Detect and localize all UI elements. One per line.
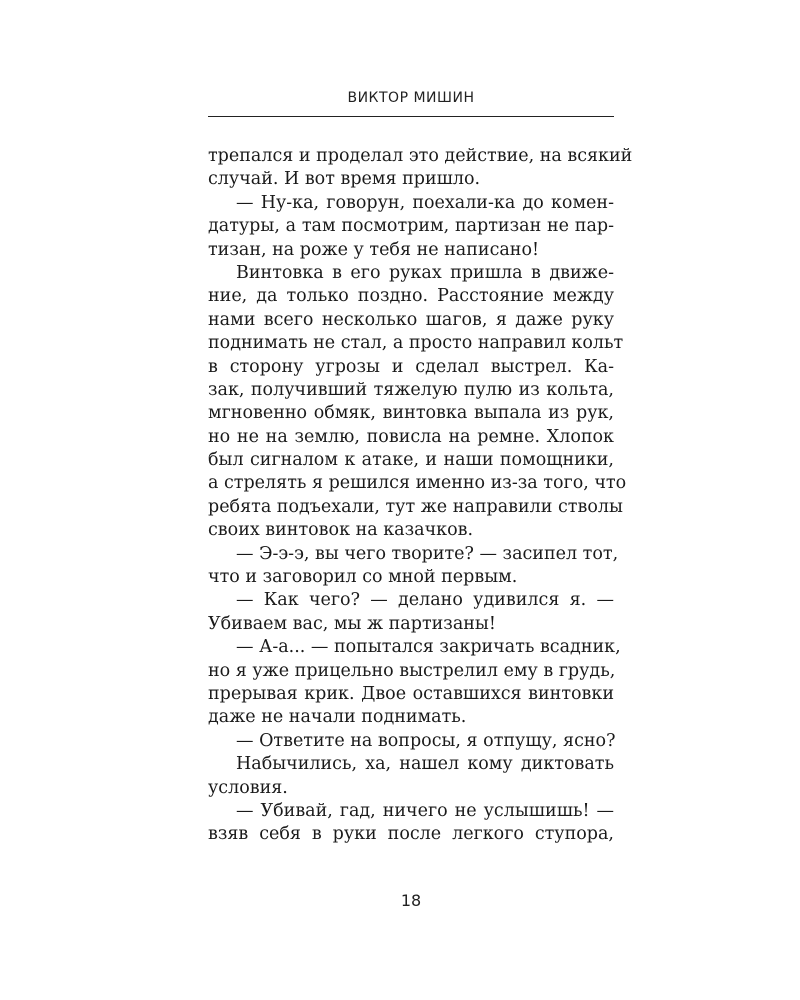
text-line: нами всего несколько шагов, я даже руку xyxy=(208,309,614,330)
text-line: зак, получивший тяжелую пулю из кольта, xyxy=(208,379,614,400)
text-line: своих винтовок на казачков. xyxy=(208,520,474,541)
header-rule xyxy=(208,116,614,117)
text-line: но не на землю, повисла на ремне. Хлопок xyxy=(208,426,614,447)
text-line: — Ну-ка, говорун, поехали-ка до комен- xyxy=(236,192,614,213)
text-line: а стрелять я решился именно из-за того, что xyxy=(208,473,627,494)
text-line: поднимать не стал, а просто направил кольт xyxy=(208,333,624,354)
running-header-title: ВИКТОР МИШИН xyxy=(347,90,475,106)
text-line: — Ответите на вопросы, я отпущу, ясно? xyxy=(236,730,616,751)
text-line: датуры, а там посмотрим, партизан не пар- xyxy=(208,216,614,237)
text-line: мгновенно обмяк, винтовка выпала из рук, xyxy=(208,403,614,424)
text-line: что и заговорил со мной первым. xyxy=(208,567,518,588)
page-body-text xyxy=(208,145,633,847)
page-number: 18 xyxy=(400,891,422,910)
text-line: случай. И вот время пришло. xyxy=(208,169,481,190)
text-line: — Как чего? — делано удивился я. — xyxy=(236,590,614,611)
text-line: в сторону угрозы и сделал выстрел. Ка- xyxy=(208,356,614,377)
text-line: — Убивай, гад, ничего не услышишь! — xyxy=(236,800,614,821)
text-line: — А-а... — попытался закричать всадник, xyxy=(236,637,621,658)
text-line: — Э-э-э, вы чего творите? — засипел тот, xyxy=(236,543,619,564)
text-line: Убиваем вас, мы ж партизаны! xyxy=(208,613,496,634)
text-line: условия. xyxy=(208,777,288,798)
text-line: тизан, на роже у тебя не написано! xyxy=(208,239,540,260)
text-line: Набычились, ха, нашел кому диктовать xyxy=(236,754,614,775)
text-line: взяв себя в руки после легкого ступора, xyxy=(208,824,614,845)
text-line: но я уже прицельно выстрелил ему в грудь, xyxy=(208,660,616,681)
text-line: ребята подъехали, тут же направили стволы xyxy=(208,496,623,517)
text-line: ние, да только поздно. Расстояние между xyxy=(208,286,614,307)
text-line: прерывая крик. Двое оставшихся винтовки xyxy=(208,683,614,704)
text-line: даже не начали поднимать. xyxy=(208,707,467,728)
text-line: был сигналом к атаке, и наши помощники, xyxy=(208,450,614,471)
text-line: Винтовка в его руках пришла в движе- xyxy=(236,262,614,283)
text-line: трепался и проделал это действие, на всякий xyxy=(208,146,633,166)
